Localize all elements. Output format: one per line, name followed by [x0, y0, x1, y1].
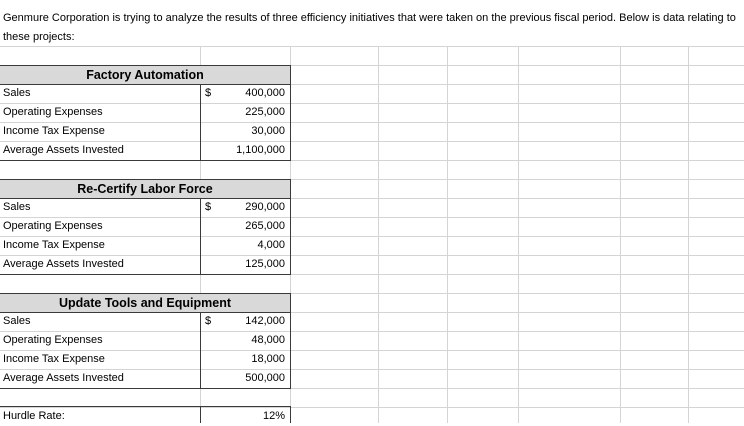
- project-title: Update Tools and Equipment: [59, 296, 231, 310]
- currency-symbol: $: [205, 315, 212, 327]
- currency-symbol: $: [205, 201, 212, 213]
- row-label: Average Assets Invested: [3, 258, 124, 270]
- hurdle-rate-value: 12%: [262, 410, 285, 422]
- intro-text: Genmure Corporation is trying to analyze the results of three efficiency initiatives that were taken on the previous fiscal period. Below is data relating to these projects:: [3, 12, 736, 43]
- hurdle-rate-label: Hurdle Rate:: [3, 410, 65, 422]
- row-value: 18,000: [251, 353, 285, 365]
- row-value: 1,100,000: [236, 144, 285, 156]
- row-value: 125,000: [245, 258, 285, 270]
- row-label: Operating Expenses: [3, 106, 103, 118]
- row-value: 225,000: [245, 106, 285, 118]
- row-label: Sales: [3, 87, 31, 99]
- table-border: [290, 179, 291, 275]
- row-label: Sales: [3, 201, 31, 213]
- currency-symbol: $: [205, 87, 212, 99]
- row-value: 142,000: [245, 315, 285, 327]
- row-label: Sales: [3, 315, 31, 327]
- row-label: Income Tax Expense: [3, 353, 105, 365]
- project-title: Re-Certify Labor Force: [77, 182, 213, 196]
- row-label: Operating Expenses: [3, 334, 103, 346]
- table-border: [0, 388, 291, 389]
- row-label: Average Assets Invested: [3, 144, 124, 156]
- table-border: [0, 160, 291, 161]
- row-value: 265,000: [245, 220, 285, 232]
- project-title: Factory Automation: [86, 68, 204, 82]
- table-border: [290, 65, 291, 161]
- table-border: [290, 406, 291, 423]
- row-label: Income Tax Expense: [3, 239, 105, 251]
- table-border: [0, 274, 291, 275]
- row-value: 290,000: [245, 201, 285, 213]
- row-value: 500,000: [245, 372, 285, 384]
- row-label: Income Tax Expense: [3, 125, 105, 137]
- row-value: 30,000: [251, 125, 285, 137]
- row-value: 4,000: [257, 239, 285, 251]
- row-label: Operating Expenses: [3, 220, 103, 232]
- table-border: [290, 293, 291, 389]
- row-value: 400,000: [245, 87, 285, 99]
- row-value: 48,000: [251, 334, 285, 346]
- row-label: Average Assets Invested: [3, 372, 124, 384]
